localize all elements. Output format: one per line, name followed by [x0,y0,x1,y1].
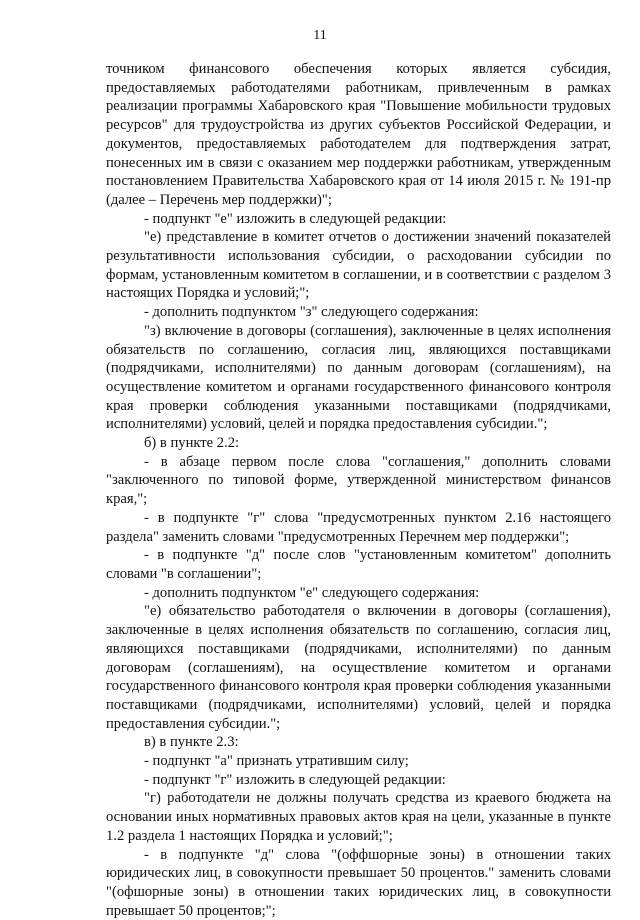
paragraph: "е) представление в комитет отчетов о достижении значений показателей результативности использования субсидии, о расходовании субсидии по формам, установленным комитетом в соглашении, и в соответствии с разделом 3 настоящих Порядка и условий;"; [106,229,611,302]
paragraph: - дополнить подпунктом "з" следующего содержания: [144,304,479,321]
document-body [106,60,611,920]
paragraph: - дополнить подпунктом "е" следующего содержания: [144,584,480,601]
paragraph: - в подпункте "д" слова "(оффшорные зоны) в отношении таких юридических лиц, в совокупности превышает 50 процентов." заменить словами "(офшорные зоны) в отношении таких юридических лиц, в совокупности превышает 50 процентов;"; [106,846,611,919]
page-number: 11 [313,28,327,43]
paragraph: - подпункт "г" изложить в следующей редакции: [144,771,446,788]
paragraph: - в подпункте "г" слова "предусмотренных пунктом 2.16 настоящего раздела" заменить словами "предусмотренных Перечнем мер поддержки"; [106,509,611,545]
paragraph: "е) обязательство работодателя о включении в договоры (соглашения), заключенные в целях исполнения обязательств по соглашению, согласия лиц, являющихся поставщиками (подрядчиками, исполнителями) по данным договорам (соглашениям), на осуществление комитетом и органами государственного финансового контроля края проверки соблюдения указанными поставщиками (подрядчиками, исполнителями) условий, целей и порядка предоставления субсидии."; [106,603,611,732]
paragraph: - подпункт "е" изложить в следующей редакции: [144,210,447,227]
paragraph: - подпункт "а" признать утратившим силу; [144,753,409,770]
paragraph: "з) включение в договоры (соглашения), заключенные в целях исполнения обязательств по соглашению, согласия лиц, являющихся поставщиками (подрядчиками, исполнителями) по данным договорам (соглашениям), на осуществление комитетом и органами государственного финансового контроля края проверки соблюдения указанными поставщиками (подрядчиками, исполнителями) условий, целей и порядка предоставления субсидии."; [106,322,611,433]
paragraph: - в подпункте "д" после слов "установленным комитетом" дополнить словами "в соглашении"; [106,547,611,582]
paragraph: в) в пункте 2.3: [144,734,239,751]
paragraph: "г) работодатели не должны получать средства из краевого бюджета на основании иных нормативных правовых актов края на цели, указанные в пункте 1.2 раздела 1 настоящих Порядка и условий;"; [106,790,611,844]
paragraph: точником финансового обеспечения которых является субсидия, предоставляемых работодателями работникам, привлеченным в рамках реализации программы Хабаровского края "Повышение мобильности трудовых ресурсов" для трудоустройства из других субъектов Российской Федерации, и документов, предоставляемых работодателем для подтверждения затрат, понесенных им в связи с оказанием мер поддержки работникам, утвержденным постановлением Правительства Хабаровского края от 14 июля 2015 г. № 191-пр (далее – Перечень мер поддержки)"; [106,61,611,208]
paragraph: - в абзаце первом после слова "соглашения," дополнить словами "заключенного по типовой форме, утвержденной министерством финансов края,"; [106,453,611,508]
paragraph: б) в пункте 2.2: [144,435,240,452]
